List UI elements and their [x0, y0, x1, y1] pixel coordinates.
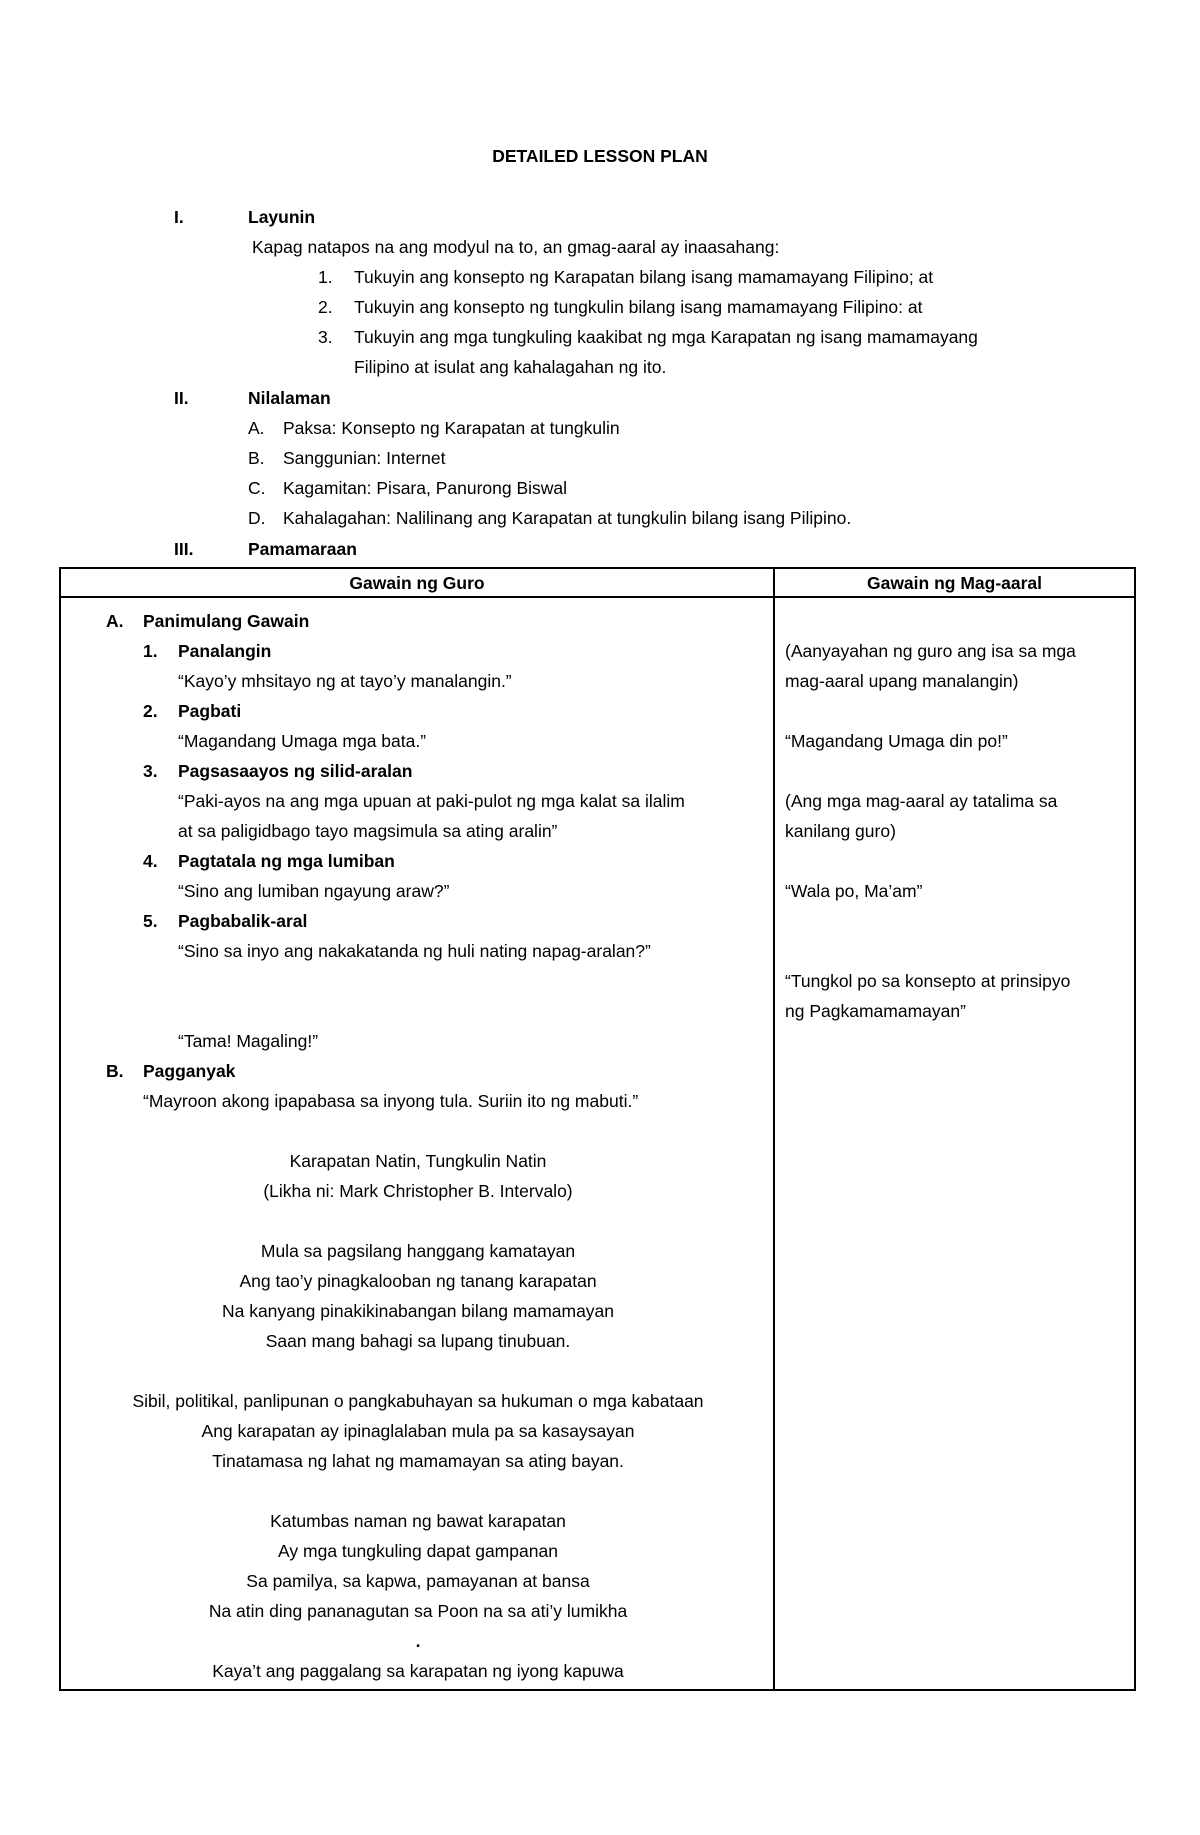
part-title: Pagganyak	[143, 1061, 236, 1081]
poem-line: Na kanyang pinakikinabangan bilang mamamayan	[221, 1301, 615, 1321]
column-header-mag-aaral: Gawain ng Mag-aaral	[774, 568, 1135, 597]
list-letter: B.	[248, 448, 265, 468]
poem-line: Sibil, politikal, panlipunan o pangkabuhayan sa hukuman o mga kabataan	[132, 1391, 704, 1411]
list-item: Tukuyin ang mga tungkuling kaakibat ng mga Karapatan ng isang mamamayang	[354, 327, 978, 347]
student-line: kanilang guro)	[785, 821, 896, 841]
student-line: (Aanyayahan ng guro ang isa sa mga	[785, 641, 1076, 661]
poem-author: (Likha ni: Mark Christopher B. Intervalo)	[263, 1181, 573, 1201]
list-item-continued: Filipino at isulat ang kahalagahan ng ito.	[354, 357, 667, 377]
poem-line: Ang karapatan ay ipinaglalaban mula pa sa kasaysayan	[201, 1421, 635, 1441]
step-title: Panalangin	[178, 641, 272, 661]
step-number: 5.	[143, 911, 158, 931]
step-title: Pagtatala ng mga lumiban	[178, 851, 395, 871]
teacher-line: “Paki-ayos na ang mga upuan at paki-pulot ng mga kalat sa ilalim	[178, 791, 685, 811]
step-number: 2.	[143, 701, 158, 721]
list-item: Paksa: Konsepto ng Karapatan at tungkulin	[283, 418, 620, 438]
list-item: Kahalagahan: Nalilinang ang Karapatan at tungkulin bilang isang Pilipino.	[283, 508, 852, 528]
part-letter: A.	[106, 611, 124, 631]
section-heading-pamamaraan: Pamamaraan	[248, 539, 357, 559]
teacher-activities-cell	[60, 597, 774, 1690]
list-letter: D.	[248, 508, 266, 528]
section-numeral: II.	[174, 388, 189, 408]
section-heading-nilalaman: Nilalaman	[248, 388, 331, 408]
poem-line: Na atin ding pananagutan sa Poon na sa ati’y lumikha	[208, 1601, 628, 1621]
list-number: 1.	[318, 267, 333, 287]
list-item: Tukuyin ang konsepto ng tungkulin bilang isang mamamayang Filipino: at	[354, 297, 923, 317]
teacher-line: “Mayroon akong ipapabasa sa inyong tula. Suriin ito ng mabuti.”	[143, 1091, 639, 1111]
student-line: “Magandang Umaga din po!”	[785, 731, 1008, 751]
teacher-line: at sa paligidbago tayo magsimula sa ating aralin”	[178, 821, 558, 841]
lesson-table	[59, 567, 1136, 1691]
list-letter: C.	[248, 478, 266, 498]
student-line: “Tungkol po sa konsepto at prinsipyo	[785, 971, 1071, 991]
poem-line: Mula sa pagsilang hanggang kamatayan	[260, 1241, 576, 1261]
list-number: 3.	[318, 327, 333, 347]
step-number: 1.	[143, 641, 158, 661]
poem-separator-dot: .	[415, 1631, 421, 1651]
student-line: “Wala po, Ma’am”	[785, 881, 923, 901]
step-title: Pagbabalik-aral	[178, 911, 308, 931]
list-number: 2.	[318, 297, 333, 317]
step-title: Pagbati	[178, 701, 242, 721]
poem-line: Kaya’t ang paggalang sa karapatan ng iyong kapuwa	[212, 1661, 624, 1681]
poem-line: Ang tao’y pinagkalooban ng tanang karapatan	[239, 1271, 597, 1291]
student-line: mag-aaral upang manalangin)	[785, 671, 1019, 691]
column-header-guro: Gawain ng Guro	[60, 568, 774, 597]
page-title: DETAILED LESSON PLAN	[492, 146, 708, 166]
poem-line: Katumbas naman ng bawat karapatan	[270, 1511, 566, 1531]
part-title: Panimulang Gawain	[143, 611, 310, 631]
list-item: Kagamitan: Pisara, Panurong Biswal	[283, 478, 568, 498]
section-heading-layunin: Layunin	[248, 207, 316, 227]
step-number: 4.	[143, 851, 158, 871]
list-item: Tukuyin ang konsepto ng Karapatan bilang isang mamamayang Filipino; at	[354, 267, 934, 287]
teacher-line: “Sino ang lumiban ngayung araw?”	[178, 881, 450, 901]
teacher-praise: “Tama! Magaling!”	[178, 1031, 319, 1051]
poem-title: Karapatan Natin, Tungkulin Natin	[289, 1151, 547, 1171]
step-title: Pagsasaayos ng silid-aralan	[178, 761, 413, 781]
student-line: ng Pagkamamamayan”	[785, 1001, 966, 1021]
student-line: (Ang mga mag-aaral ay tatalima sa	[785, 791, 1058, 811]
layunin-intro: Kapag natapos na ang modyul na to, an gmag-aaral ay inaasahang:	[252, 237, 780, 257]
poem-line: Saan mang bahagi sa lupang tinubuan.	[265, 1331, 571, 1351]
section-numeral: I.	[174, 207, 184, 227]
teacher-line: “Sino sa inyo ang nakakatanda ng huli nating napag-aralan?”	[178, 941, 651, 961]
student-activities-cell	[774, 597, 1135, 1690]
list-letter: A.	[248, 418, 265, 438]
poem-line: Tinatamasa ng lahat ng mamamayan sa ating bayan.	[212, 1451, 624, 1471]
step-number: 3.	[143, 761, 158, 781]
list-item: Sanggunian: Internet	[283, 448, 446, 468]
part-letter: B.	[106, 1061, 124, 1081]
section-numeral: III.	[174, 539, 194, 559]
poem-line: Sa pamilya, sa kapwa, pamayanan at bansa	[246, 1571, 590, 1591]
poem-line: Ay mga tungkuling dapat gampanan	[278, 1541, 558, 1561]
teacher-line: “Magandang Umaga mga bata.”	[178, 731, 427, 751]
teacher-line: “Kayo’y mhsitayo ng at tayo’y manalangin.”	[178, 671, 512, 691]
